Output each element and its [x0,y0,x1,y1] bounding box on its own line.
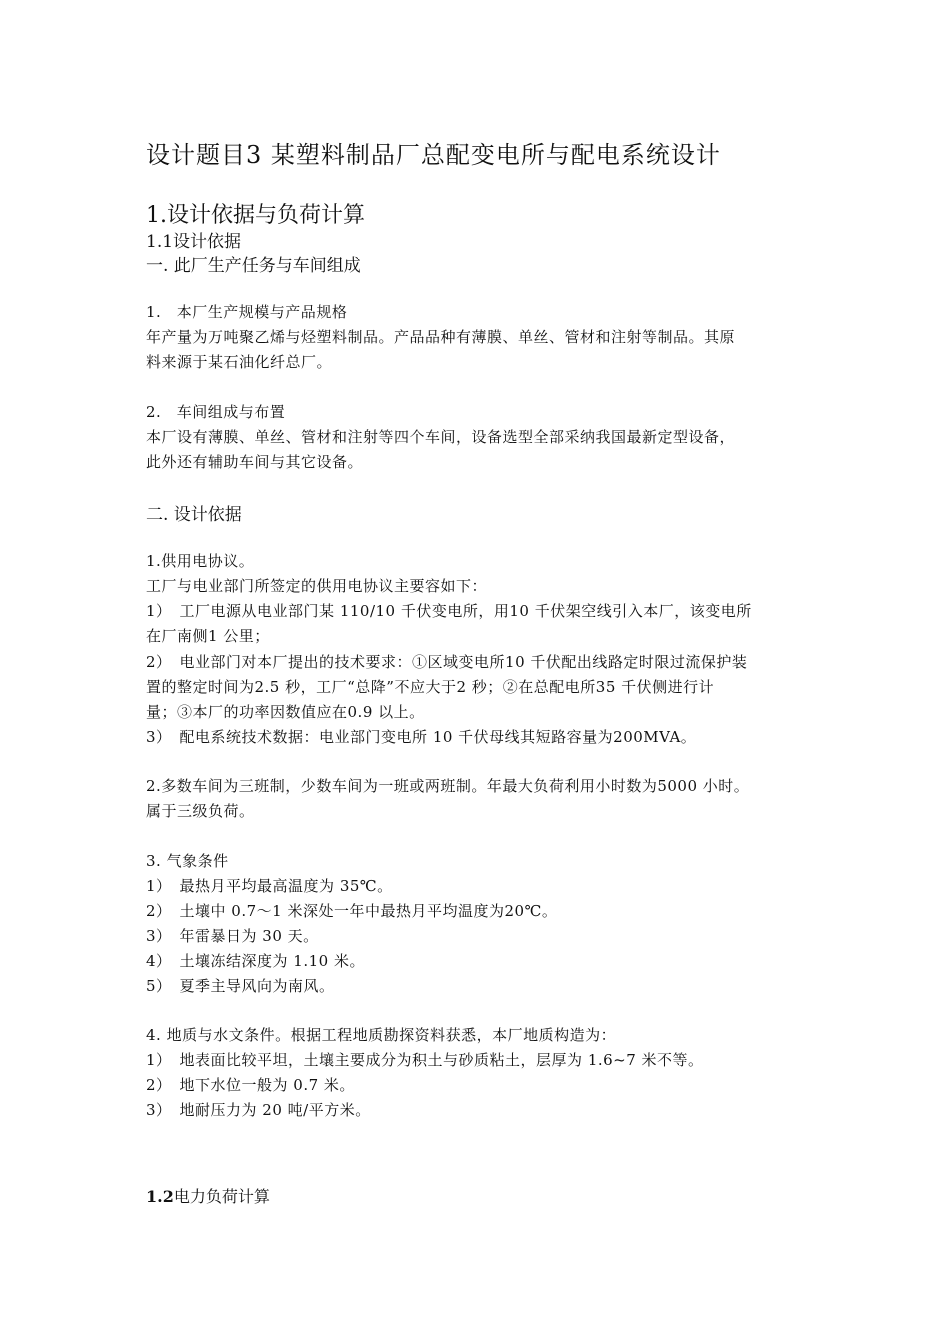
paragraph-line: 工厂与电业部门所签定的供用电协议主要容如下： [146,577,488,595]
list-item: 1） 工厂电源从电业部门某 110/10 千伏变电所，用10 千伏架空线引入本厂，该变电所 [146,602,752,620]
subsection-label: 电力负荷计算 [173,1187,270,1206]
item-title: 2. 车间组成与布置 [146,403,286,421]
item-title: 3. 气象条件 [146,852,229,870]
list-item: 1） 地表面比较平坦，土壤主要成分为积土与砂质粘土，层厚为 1.6~7 米不等。 [146,1051,704,1069]
paragraph-line: 此外还有辅助车间与其它设备。 [146,453,364,471]
paragraph-line: 2.多数车间为三班制，少数车间为一班或两班制。年最大负荷利用小时数为5000 小时。 [146,777,750,795]
list-item: 3） 年雷暴日为 30 天。 [146,927,319,945]
list-item: 2） 土壤中 0.7～1 米深处一年中最热月平均温度为20℃。 [146,902,558,920]
paragraph-line: 本厂设有薄膜、单丝、管材和注射等四个车间，设备选型全部采纳我国最新定型设备， [146,428,736,446]
document-title: 设计题目3 某塑料制品厂总配变电所与配电系统设计 [146,141,721,169]
list-item: 5） 夏季主导风向为南风。 [146,977,335,995]
list-item: 量；③本厂的功率因数值应在0.9 以上。 [146,703,425,721]
section-heading: 1.设计依据与负荷计算 [146,203,365,228]
paragraph-line: 料来源于某石油化纤总厂。 [146,353,333,371]
list-item: 4） 土壤冻结深度为 1.10 米。 [146,952,365,970]
list-item: 2） 电业部门对本厂提出的技术要求：①区域变电所10 千伏配出线路定时限过流保护装 [146,653,748,671]
item-title: 1. 本厂生产规模与产品规格 [146,303,348,321]
part-heading: 一. 此厂生产任务与车间组成 [146,256,361,276]
paragraph-line: 年产量为万吨聚乙烯与烃塑料制品。产品品种有薄膜、单丝、管材和注射等制品。其原 [146,328,736,346]
part-heading: 二. 设计依据 [146,505,242,525]
subsection-number: 1.2 [146,1187,174,1206]
paragraph-line: 属于三级负荷。 [146,802,255,820]
subsection-heading [146,1184,270,1207]
item-title: 4. 地质与水文条件。根据工程地质勘探资料获悉，本厂地质构造为： [146,1026,617,1044]
list-item: 置的整定时间为2.5 秒，工厂“总降”不应大于2 秒；②在总配电所35 千伏侧进行计 [146,678,715,696]
list-item: 3） 地耐压力为 20 吨/平方米。 [146,1101,371,1119]
item-title: 1.供用电协议。 [146,552,255,570]
list-item: 在厂南侧1 公里； [146,627,270,645]
list-item: 3） 配电系统技术数据：电业部门变电所 10 千伏母线其短路容量为200MVA。 [146,728,697,746]
subsection-heading: 1.1设计依据 [146,232,242,252]
list-item: 1） 最热月平均最高温度为 35℃。 [146,877,393,895]
list-item: 2） 地下水位一般为 0.7 米。 [146,1076,355,1094]
